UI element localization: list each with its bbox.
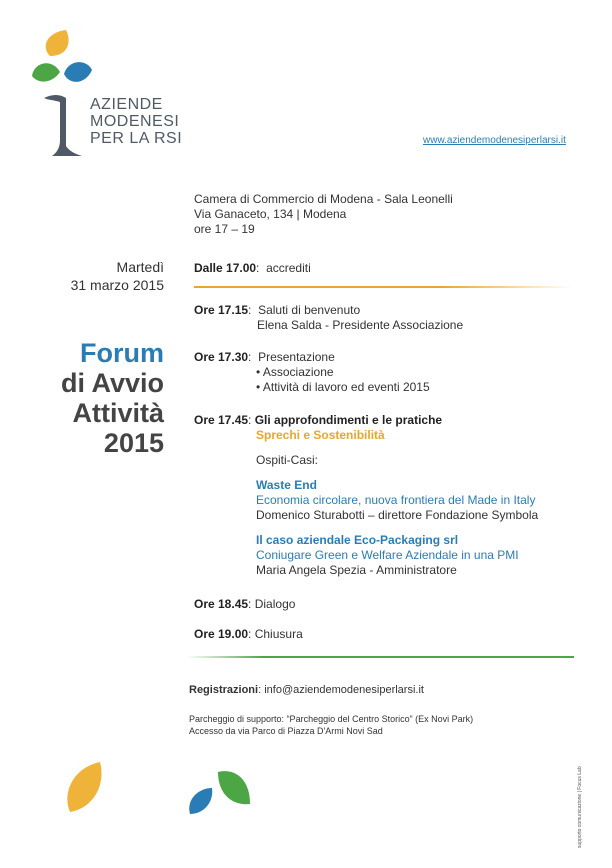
- logo-tree-icon: [30, 28, 92, 160]
- venue-name: Camera di Commercio di Modena - Sala Leonelli: [194, 192, 453, 206]
- logo-wordmark: [90, 96, 182, 147]
- parking-info: [189, 713, 473, 737]
- program-time: Ore 17.30: [194, 350, 249, 364]
- title-line-3: Attività: [72, 398, 164, 428]
- program-item-4: Ore 17.45: Gli approfondimenti e le pratiche Sprechi e Sostenibilità Ospiti-Casi: Waste End Economia circolare, nuova frontiera del Made in Italy Domenico Sturabotti – direttore Fondazione Symbola Il caso aziendale Eco-Packaging srl Coniugare Green e Welfare Aziendale in una PMI Maria Angela Spezia - Amministratore: [194, 413, 539, 577]
- program-text: Dialogo: [254, 597, 296, 611]
- program-time: Dalle 17.00: [194, 261, 257, 275]
- event-full-date: 31 marzo 2015: [70, 277, 164, 293]
- website-link[interactable]: www.aziendemodenesiperlarsi.it: [423, 135, 566, 146]
- logo-line-1: AZIENDE: [90, 96, 163, 113]
- title-line-4: 2015: [103, 428, 164, 458]
- registration-email[interactable]: info@aziendemodenesiperlarsi.it: [264, 684, 424, 696]
- parking-line-2: Accesso da via Parco di Piazza D'Armi Novi Sad: [189, 726, 383, 736]
- parking-line-1: Parcheggio di supporto: “Parcheggio del Centro Storico” (Ex Novi Park): [189, 714, 474, 724]
- registration-label: Registrazioni: [189, 684, 259, 696]
- program-item-5: Ore 18.45: Dialogo: [194, 597, 296, 611]
- venue-info: [194, 192, 453, 237]
- event-title: [61, 338, 164, 458]
- green-divider: [186, 656, 574, 658]
- program-text: Presentazione: [258, 350, 335, 364]
- program-sub: Elena Salda - Presidente Associazione: [257, 318, 464, 332]
- guests-label: Ospiti-Casi:: [256, 453, 319, 467]
- program-bullet: • Attività di lavoro ed eventi 2015: [256, 380, 430, 394]
- case-speaker: Maria Angela Spezia - Amministratore: [256, 563, 457, 577]
- program-text: accrediti: [266, 261, 311, 275]
- program-time: Ore 17.15: [194, 303, 249, 317]
- program-text: Saluti di benvenuto: [258, 303, 361, 317]
- program-time: Ore 19.00: [194, 627, 249, 641]
- logo-line-3: PER LA RSI: [90, 130, 183, 147]
- case-subtitle: Coniugare Green e Welfare Aziendale in una PMI: [256, 548, 519, 562]
- program-text: Chiusura: [254, 627, 303, 641]
- program-item-3: Ore 17.30: Presentazione • Associazione • Attività di lavoro ed eventi 2015: [194, 350, 430, 394]
- program-time: Ore 17.45: [194, 413, 249, 427]
- case-speaker: Domenico Sturabotti – direttore Fondazione Symbola: [256, 508, 539, 522]
- program-item-2: Ore 17.15: Saluti di benvenuto Elena Salda - Presidente Associazione: [194, 303, 464, 332]
- program-item-6: Ore 19.00: Chiusura: [194, 627, 303, 641]
- case-subtitle: Economia circolare, nuova frontiera del Made in Italy: [256, 493, 536, 507]
- case-title: Il caso aziendale Eco-Packaging srl: [256, 533, 459, 547]
- registration-info: Registrazioni: info@aziendemodenesiperlarsi.it: [189, 684, 424, 696]
- green-leaf-icon: [216, 770, 252, 806]
- case-title: Waste End: [256, 478, 317, 492]
- title-line-1: Forum: [80, 338, 164, 368]
- logo-line-2: MODENESI: [90, 113, 180, 130]
- blue-leaf-icon: [188, 786, 214, 816]
- event-date: [71, 258, 164, 294]
- program-time: Ore 18.45: [194, 597, 249, 611]
- program-bullet: • Associazione: [256, 365, 334, 379]
- title-line-2: di Avvio: [60, 368, 164, 398]
- side-credit: supporto comunicazione | Focus Lab: [577, 766, 583, 848]
- event-day: Martedì: [116, 259, 164, 275]
- program-text: Gli approfondimenti e le pratiche: [254, 413, 443, 427]
- program-highlight: Sprechi e Sostenibilità: [256, 428, 385, 442]
- program-item-1: Dalle 17.00: accrediti: [194, 261, 311, 275]
- venue-address: Via Ganaceto, 134 | Modena: [194, 207, 347, 221]
- orange-leaf-icon: [64, 760, 104, 814]
- orange-divider: [194, 286, 572, 288]
- venue-hours: ore 17 – 19: [194, 222, 255, 236]
